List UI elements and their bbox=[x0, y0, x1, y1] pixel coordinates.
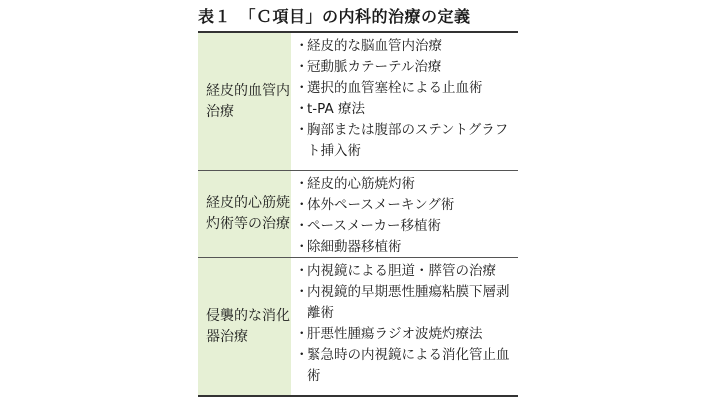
bullet-mark: ・ bbox=[295, 176, 309, 192]
bullet-mark: ・ bbox=[295, 263, 309, 279]
item-text: 除細動器移植術 bbox=[307, 239, 402, 255]
table-title: 表１ 「Ｃ項目」の内科的治療の定義 bbox=[198, 7, 471, 26]
item-text: t-PA 療法 bbox=[307, 101, 365, 117]
table-row bbox=[198, 258, 518, 395]
category-line: 治療 bbox=[206, 103, 234, 120]
bullet-mark: ・ bbox=[295, 38, 309, 54]
item-text: 体外ペースメーキング術 bbox=[307, 197, 455, 213]
bullet-mark: ・ bbox=[295, 59, 309, 75]
category-line: 器治療 bbox=[206, 328, 248, 345]
list-item bbox=[295, 174, 518, 195]
category-cell bbox=[198, 171, 291, 257]
list-item bbox=[295, 78, 518, 99]
category-cell bbox=[198, 33, 291, 170]
bullet-mark: ・ bbox=[295, 326, 309, 342]
list-item bbox=[295, 120, 518, 162]
list-item bbox=[295, 237, 518, 258]
category-line: 侵襲的な消化 bbox=[206, 307, 290, 324]
item-list bbox=[291, 171, 518, 257]
treatment-table bbox=[198, 31, 518, 397]
bullet-mark: ・ bbox=[295, 239, 309, 255]
bullet-mark: ・ bbox=[295, 122, 309, 138]
item-text: 内視鏡による胆道・膵管の治療 bbox=[307, 263, 496, 279]
list-item bbox=[295, 216, 518, 237]
list-item bbox=[295, 99, 518, 120]
list-item bbox=[295, 282, 518, 324]
bullet-mark: ・ bbox=[295, 347, 309, 363]
bullet-mark: ・ bbox=[295, 101, 309, 117]
item-text: 選択的血管塞栓による止血術 bbox=[307, 80, 483, 96]
table-row bbox=[198, 33, 518, 171]
category-line: 灼術等の治療 bbox=[206, 216, 290, 232]
item-text: 内視鏡的早期悪性腫瘍粘膜下層剥離術 bbox=[307, 284, 510, 321]
item-text: 胸部または腹部のステントグラフト挿入術 bbox=[307, 122, 509, 159]
item-list bbox=[291, 258, 518, 395]
item-text: 冠動脈カテーテル治療 bbox=[307, 59, 442, 75]
category-line: 経皮的血管内 bbox=[206, 82, 290, 99]
list-item bbox=[295, 36, 518, 57]
item-text: ペースメーカー移植術 bbox=[307, 218, 442, 234]
item-text: 経皮的な脳血管内治療 bbox=[307, 38, 442, 54]
item-text: 緊急時の内視鏡による消化管止血術 bbox=[307, 347, 510, 384]
bullet-mark: ・ bbox=[295, 197, 309, 213]
item-text: 経皮的心筋焼灼術 bbox=[307, 176, 415, 192]
bullet-mark: ・ bbox=[295, 284, 309, 300]
category-cell bbox=[198, 258, 291, 395]
list-item bbox=[295, 345, 518, 387]
table-row bbox=[198, 171, 518, 258]
item-list bbox=[291, 33, 518, 170]
bullet-mark: ・ bbox=[295, 80, 309, 96]
item-text: 肝悪性腫瘍ラジオ波焼灼療法 bbox=[307, 326, 483, 342]
category-line: 経皮的心筋焼 bbox=[206, 195, 290, 211]
list-item bbox=[295, 195, 518, 216]
bullet-mark: ・ bbox=[295, 218, 309, 234]
list-item bbox=[295, 261, 518, 282]
list-item bbox=[295, 57, 518, 78]
list-item bbox=[295, 324, 518, 345]
